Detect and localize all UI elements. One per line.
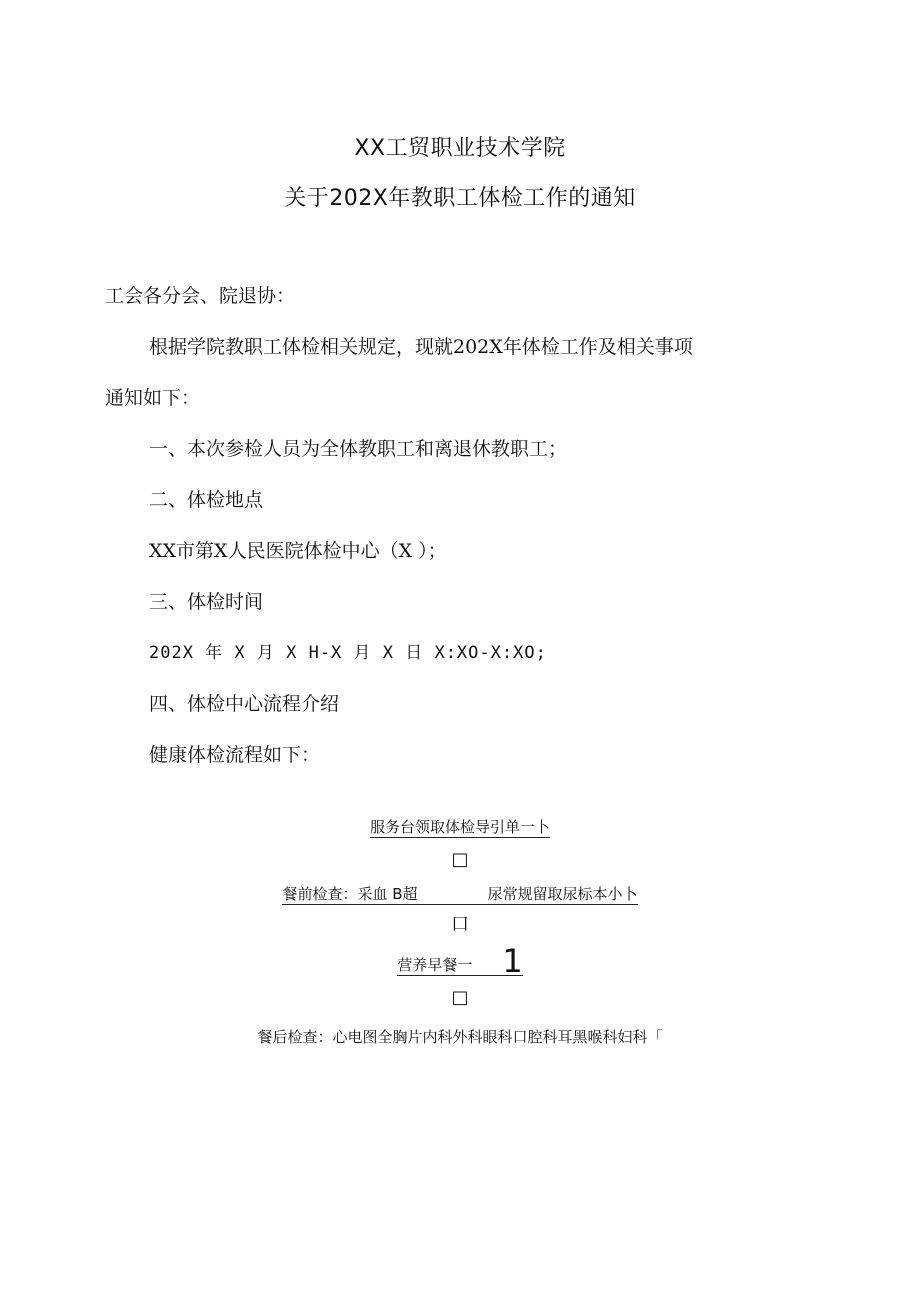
item-location-detail: XX市第X人民医院体检中心（X ）；	[149, 540, 447, 562]
flow-step-pre-meal-right-text: 尿常规留取尿标本小卜	[487, 885, 638, 903]
flow-step-breakfast-label: 营养早餐一	[397, 956, 473, 974]
flow-step-breakfast-line	[397, 942, 523, 980]
flow-step-service-desk	[0, 816, 920, 837]
flow-step-pre-meal-left	[282, 885, 637, 905]
item-time-heading: 三、体检时间	[149, 591, 264, 613]
item-participants: 一、本次参检人员为全体教职工和离退休教职工；	[149, 438, 568, 460]
salutation: 工会各分会、院退协：	[105, 285, 296, 307]
item-time-detail: 202X 年 X 月 X H-X 月 X 日 X:XO-X:XO;	[149, 643, 547, 663]
document-title-institution: XX工贸职业技术学院	[354, 136, 566, 161]
item-location-heading: 二、体检地点	[149, 489, 264, 511]
flow-step-pre-meal	[0, 883, 920, 904]
flow-arrow-2: 口	[451, 914, 469, 935]
flow-arrow-1: □	[451, 849, 469, 870]
intro-paragraph-line1: 根据学院教职工体检相关规定，现就202X年体检工作及相关事项	[149, 336, 693, 358]
flow-arrow-3: □	[451, 987, 469, 1008]
item-process-heading: 四、体检中心流程介绍	[149, 693, 340, 715]
flow-step-breakfast	[0, 942, 920, 980]
intro-paragraph-line2: 通知如下：	[105, 387, 201, 409]
flow-intro: 健康体检流程如下：	[149, 744, 321, 766]
flow-step-service-desk-label: 服务台领取体检导引单一卜	[369, 818, 550, 836]
flow-step-breakfast-mark: 1	[502, 942, 523, 980]
document-title-notice: 关于202X年教职工体检工作的通知	[284, 186, 636, 211]
flow-step-post-meal: 餐后检查：心电图全胸片内科外科眼科口腔科耳黑喉科妇科「	[257, 1028, 663, 1046]
flow-step-pre-meal-left-text: 餐前检查：采血 B超	[282, 885, 418, 903]
